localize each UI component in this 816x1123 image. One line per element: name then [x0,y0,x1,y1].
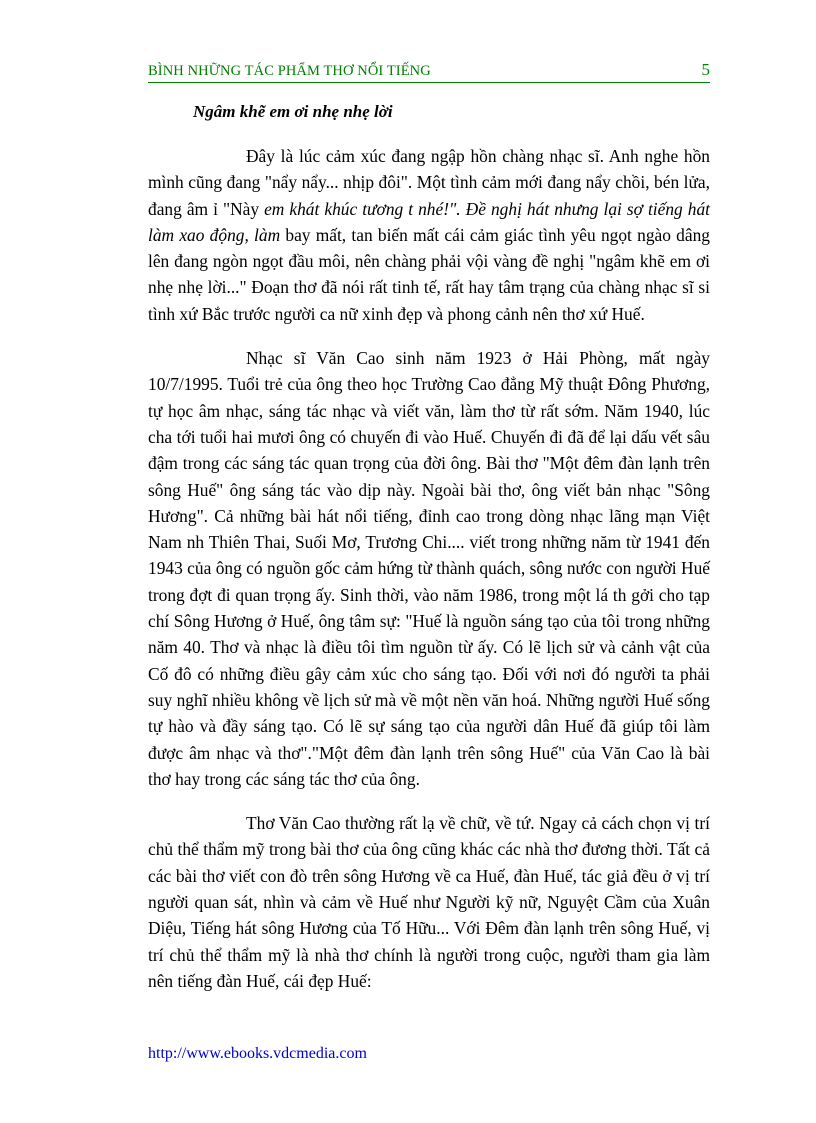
section-heading: Ngâm khẽ em ơi nhẹ nhẹ lời [193,102,393,121]
paragraph-1-part-a: Đây là lúc cảm xúc đang ngập hồn chàng nhạc sĩ. Anh nghe hồn mình cũng đang "nẩy nẩy... nhịp đôi". Một tình cảm mới đang nẩy chồi, bén lửa, đang âm ỉ "Này [148,146,710,219]
paragraph-1-italic-quote: em khát khúc tương t nhé!". Đề nghị hát nhưng lại sợ tiếng hát làm xao động, làm [148,198,710,245]
paragraph-1 [148,143,710,327]
page-number: 5 [701,60,710,79]
paragraph-2: Nhạc sĩ Văn Cao sinh năm 1923 ở Hải Phòng, mất ngày 10/7/1995. Tuổi trẻ của ông theo học Trường Cao đẳng Mỹ thuật Đông Phương, tự học âm nhạc, sáng tác nhạc và viết văn, làm thơ từ rất sớm. Năm 1940, lúc cha tới tuổi hai mươi ông có chuyến đi vào Huế. Chuyến đi đã để lại dấu vết sâu đậm trong các sáng tác quan trọng của đời ông. Bài thơ "Một đêm đàn lạnh trên sông Huế" ông sáng tác vào dịp này. Ngoài bài thơ, ông viết bản nhạc "Sông Hương". Cả những bài hát nổi tiếng, đỉnh cao trong dòng nhạc lãng mạn Việt Nam nh Thiên Thai, Suối Mơ, Trương Chi.... viết trong những năm từ 1941 đến 1943 của ông có nguồn gốc cảm hứng từ thành quách, sông nước con người Huế trong đợt đi quan trọng ấy. Sinh thời, vào năm 1986, trong một lá th gởi cho tạp chí Sông Hương ở Huế, ông tâm sự: "Huế là nguồn sáng tạo của tôi trong những năm 40. Thơ và nhạc là điều tôi tìm nguồn từ ấy. Có lẽ lịch sử và cảnh vật của Cố đô có những điều gây cảm xúc cho sáng tạo. Đối với nơi đó người ta phải suy nghĩ nhiều không về lịch sử mà về một nền văn hoá. Những người Huế sống tự hào và đầy sáng tạo. Có lẽ sự sáng tạo của người dân Huế đã giúp tôi làm được âm nhạc và thơ"."Một đêm đàn lạnh trên sông Huế" của Văn Cao là bài thơ hay trong các sáng tác thơ của ông. [148,348,710,789]
footer-link[interactable]: http://www.ebooks.vdcmedia.com [148,1045,367,1062]
page-header [148,62,710,83]
paragraph-3: Thơ Văn Cao thường rất lạ về chữ, về tứ. Ngay cả cách chọn vị trí chủ thể thẩm mỹ trong bài thơ của ông cũng khác các nhà thơ đương thời. Tất cả các bài thơ viết con đò trên sông Hương về ca Huế, đàn Huế, tác giả đều ở vị trí người quan sát, nhìn và cảm về Huế như Người kỹ nữ, Nguyệt Cầm của Xuân Diệu, Tiếng hát sông Hương của Tố Hữu... Với Đêm đàn lạnh trên sông Huế, vị trí chủ thể thẩm mỹ là nhà thơ chính là người trong cuộc, người tham gia làm nên tiếng đàn Huế, cái đẹp Huế: [148,813,710,991]
paragraph-1-part-c: bay mất, tan biến mất cái cảm giác tình yêu ngọt ngào dâng lên đang ngòn ngọt đầu môi, nên chàng phải vội vàng đề nghị "ngâm khẽ em ơi nhẹ nhẹ lời..." Đoạn thơ đã nói rất tinh tế, rất hay tâm trạng của chàng nhạc sĩ si tình xứ Bắc trước người ca nữ xinh đẹp và phong cảnh nên thơ xứ Huế. [148,224,710,324]
header-title: BÌNH NHỮNG TÁC PHẨM THƠ NỔI TIẾNG [148,63,431,79]
body-text [148,143,710,1012]
